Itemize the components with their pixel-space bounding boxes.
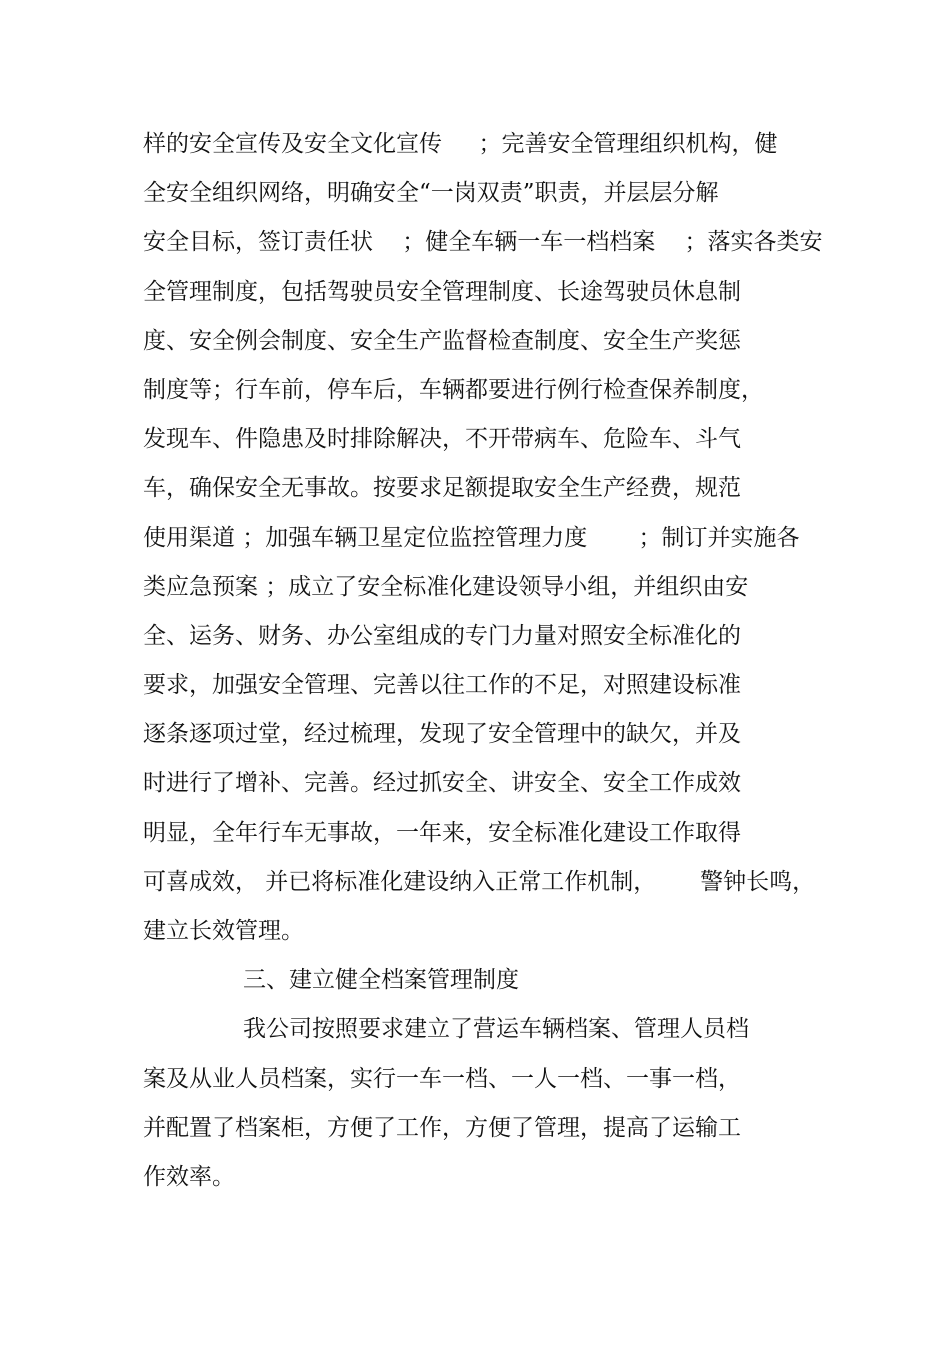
text-line: 可喜成效， 并已将标准化建设纳入正常工作机制， 警钟长鸣， (143, 868, 816, 895)
text-line: 明显，全年行车无事故，一年来，安全标准化建设工作取得 (143, 819, 741, 846)
text-line: 样的安全宣传及安全文化宣传 ；完善安全管理组织机构，健 (143, 131, 778, 157)
text-line: 时进行了增补、完善。经过抓安全、讲安全、安全工作成效 (143, 770, 741, 797)
paragraph-archive-management (143, 1005, 843, 1202)
text-line: 使用渠道 ；加强车辆卫星定位监控管理力度 ；制订并实施各 (143, 524, 800, 551)
text-line: 案及从业人员档案，实行一车一档、一人一档、一事一档， (143, 1065, 741, 1092)
text-line: 安全目标，签订责任状 ；健全车辆一车一档档案 ；落实各类安 (143, 229, 823, 256)
text-line: 并配置了档案柜，方便了工作，方便了管理，提高了运输工 (143, 1114, 741, 1141)
text-line: 全安全组织网络，明确安全“一岗双责”职责，并层层分解 (143, 180, 719, 207)
text-line: 我公司按照要求建立了营运车辆档案、管理人员档 (243, 1016, 749, 1043)
text-line: 全管理制度，包括驾驶员安全管理制度、长途驾驶员休息制 (143, 278, 741, 305)
text-line: 要求，加强安全管理、完善以往工作的不足，对照建设标准 (143, 672, 741, 699)
text-line: 度、安全例会制度、安全生产监督检查制度、安全生产奖惩 (143, 327, 741, 354)
text-line: 全、运务、财务、办公室组成的专门力量对照安全标准化的 (143, 622, 741, 649)
paragraph-safety-management (143, 120, 843, 956)
body-text (143, 120, 843, 1202)
text-line: 发现车、件隐患及时排除解决，不开带病车、危险车、斗气 (143, 426, 741, 453)
section-heading: 三、建立健全档案管理制度 (243, 967, 519, 994)
text-line: 建立长效管理。 (143, 918, 304, 944)
text-line: 逐条逐项过堂，经过梳理，发现了安全管理中的缺欠，并及 (143, 721, 741, 748)
text-line: 作效率。 (143, 1163, 235, 1190)
text-line: 车，确保安全无事故。按要求足额提取安全生产经费，规范 (143, 475, 741, 502)
text-line: 制度等；行车前，停车后，车辆都要进行例行检查保养制度， (143, 376, 764, 403)
text-line: 类应急预案 ；成立了安全标准化建设领导小组，并组织由安 (143, 573, 749, 600)
